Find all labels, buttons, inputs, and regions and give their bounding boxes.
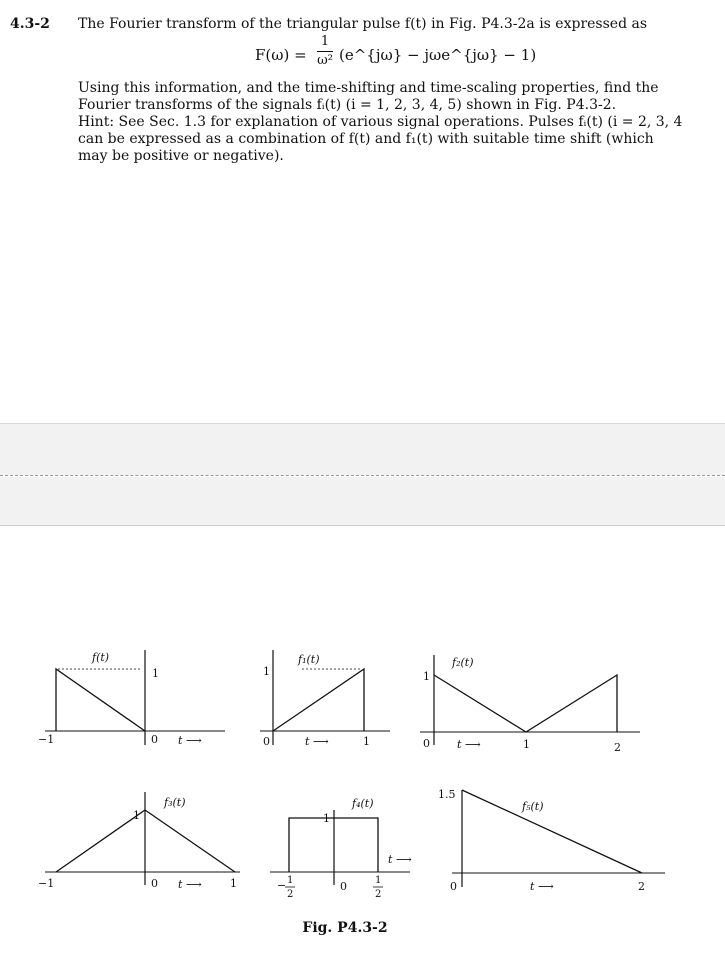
panel-f1 [260,650,390,748]
panel-f2 [420,655,640,754]
panel-f2-level: 1 [423,670,430,683]
fraction-bar [317,51,333,52]
formula-lhs: F(ω) = [255,46,307,64]
panel-f4-tick-half-num: 1 [375,875,382,886]
panel-f1-tick-1: 1 [363,735,370,748]
panel-f5-signal [462,790,642,873]
panel-f3-axis-label: t ⟶ [178,878,202,891]
figure-svg [0,560,725,962]
panel-f1-axis-label: t ⟶ [305,735,329,748]
page-break-dashed-line [0,475,725,476]
page-break-band-top [0,423,725,475]
problem-4-3-2 [0,0,725,175]
panel-f-axis-label: t ⟶ [178,734,202,747]
panel-f5-tick-0: 0 [450,880,457,893]
panel-f3-label: f₃(t) [164,796,186,809]
problem-number: 4.3-2 [10,16,50,32]
panel-f3-level: 1 [133,809,140,822]
figure-p4-3-2 [0,560,725,962]
panel-f2-tick-0: 0 [423,737,430,750]
problem-text-line-5: Hint: See Sec. 1.3 for explanation of various signal operations. Pulses fᵢ(t) (i = 2, 3, 4 [78,114,683,130]
panel-f4-tick-half-den: 2 [375,889,382,900]
page-break-band-bottom [0,477,725,526]
panel-f5-tick-2: 2 [638,880,645,893]
panel-f4-tick-neg-half-den: 2 [287,889,294,900]
panel-f4-tick-0: 0 [340,880,347,893]
panel-f2-axis-label: t ⟶ [457,738,481,751]
panel-f [38,650,225,747]
panel-f5-level: 1.5 [438,788,456,801]
panel-f5-label: f₅(t) [522,800,544,813]
panel-f-tick-0: 0 [151,733,158,746]
problem-text-line-7: may be positive or negative). [78,148,284,164]
formula-fraction [315,34,335,69]
panel-f-signal [56,669,145,731]
panel-f-tick-neg1: −1 [38,733,55,746]
panel-f1-signal [273,669,364,731]
panel-f1-label: f₁(t) [298,653,320,666]
panel-f4 [270,797,412,900]
problem-text-line-1: The Fourier transform of the triangular pulse f(t) in Fig. P4.3-2a is expressed as [78,16,648,32]
panel-f-level: 1 [152,667,159,680]
panel-f5-axis-label: t ⟶ [530,880,554,893]
formula-denominator: ω² [317,53,333,68]
panel-f4-tick-minus: − [277,879,287,892]
panel-f3-tick-1: 1 [230,877,237,890]
panel-f4-tick-neg-half-num: 1 [287,875,294,886]
panel-f4-axis-label: t ⟶ [388,853,412,866]
panel-f3 [38,792,240,891]
panel-f4-level: 1 [323,812,330,825]
panel-f5 [438,788,665,893]
panel-f3-tick-0: 0 [151,877,158,890]
panel-f2-signal [434,675,617,732]
panel-f1-level: 1 [263,665,270,678]
problem-text-line-6: can be expressed as a combination of f(t) and f₁(t) with suitable time shift (which [78,131,654,147]
panel-f1-tick-0: 0 [263,735,270,748]
problem-text-line-3: Using this information, and the time-shifting and time-scaling properties, find the [78,80,659,96]
panel-f2-tick-2: 2 [614,741,621,754]
panel-f4-label: f₄(t) [352,797,374,810]
formula-rhs: (e^{jω} − jωe^{jω} − 1) [339,46,537,64]
panel-f2-tick-1: 1 [523,738,530,751]
figure-caption: Fig. P4.3-2 [302,920,388,936]
panel-f2-label: f₂(t) [452,656,474,669]
panel-f-label: f(t) [92,651,110,664]
panel-f3-tick-neg1: −1 [38,877,55,890]
formula-numerator: 1 [320,34,330,49]
problem-text-line-4: Fourier transforms of the signals fᵢ(t) (i = 1, 2, 3, 4, 5) shown in Fig. P4.3-2. [78,97,617,113]
